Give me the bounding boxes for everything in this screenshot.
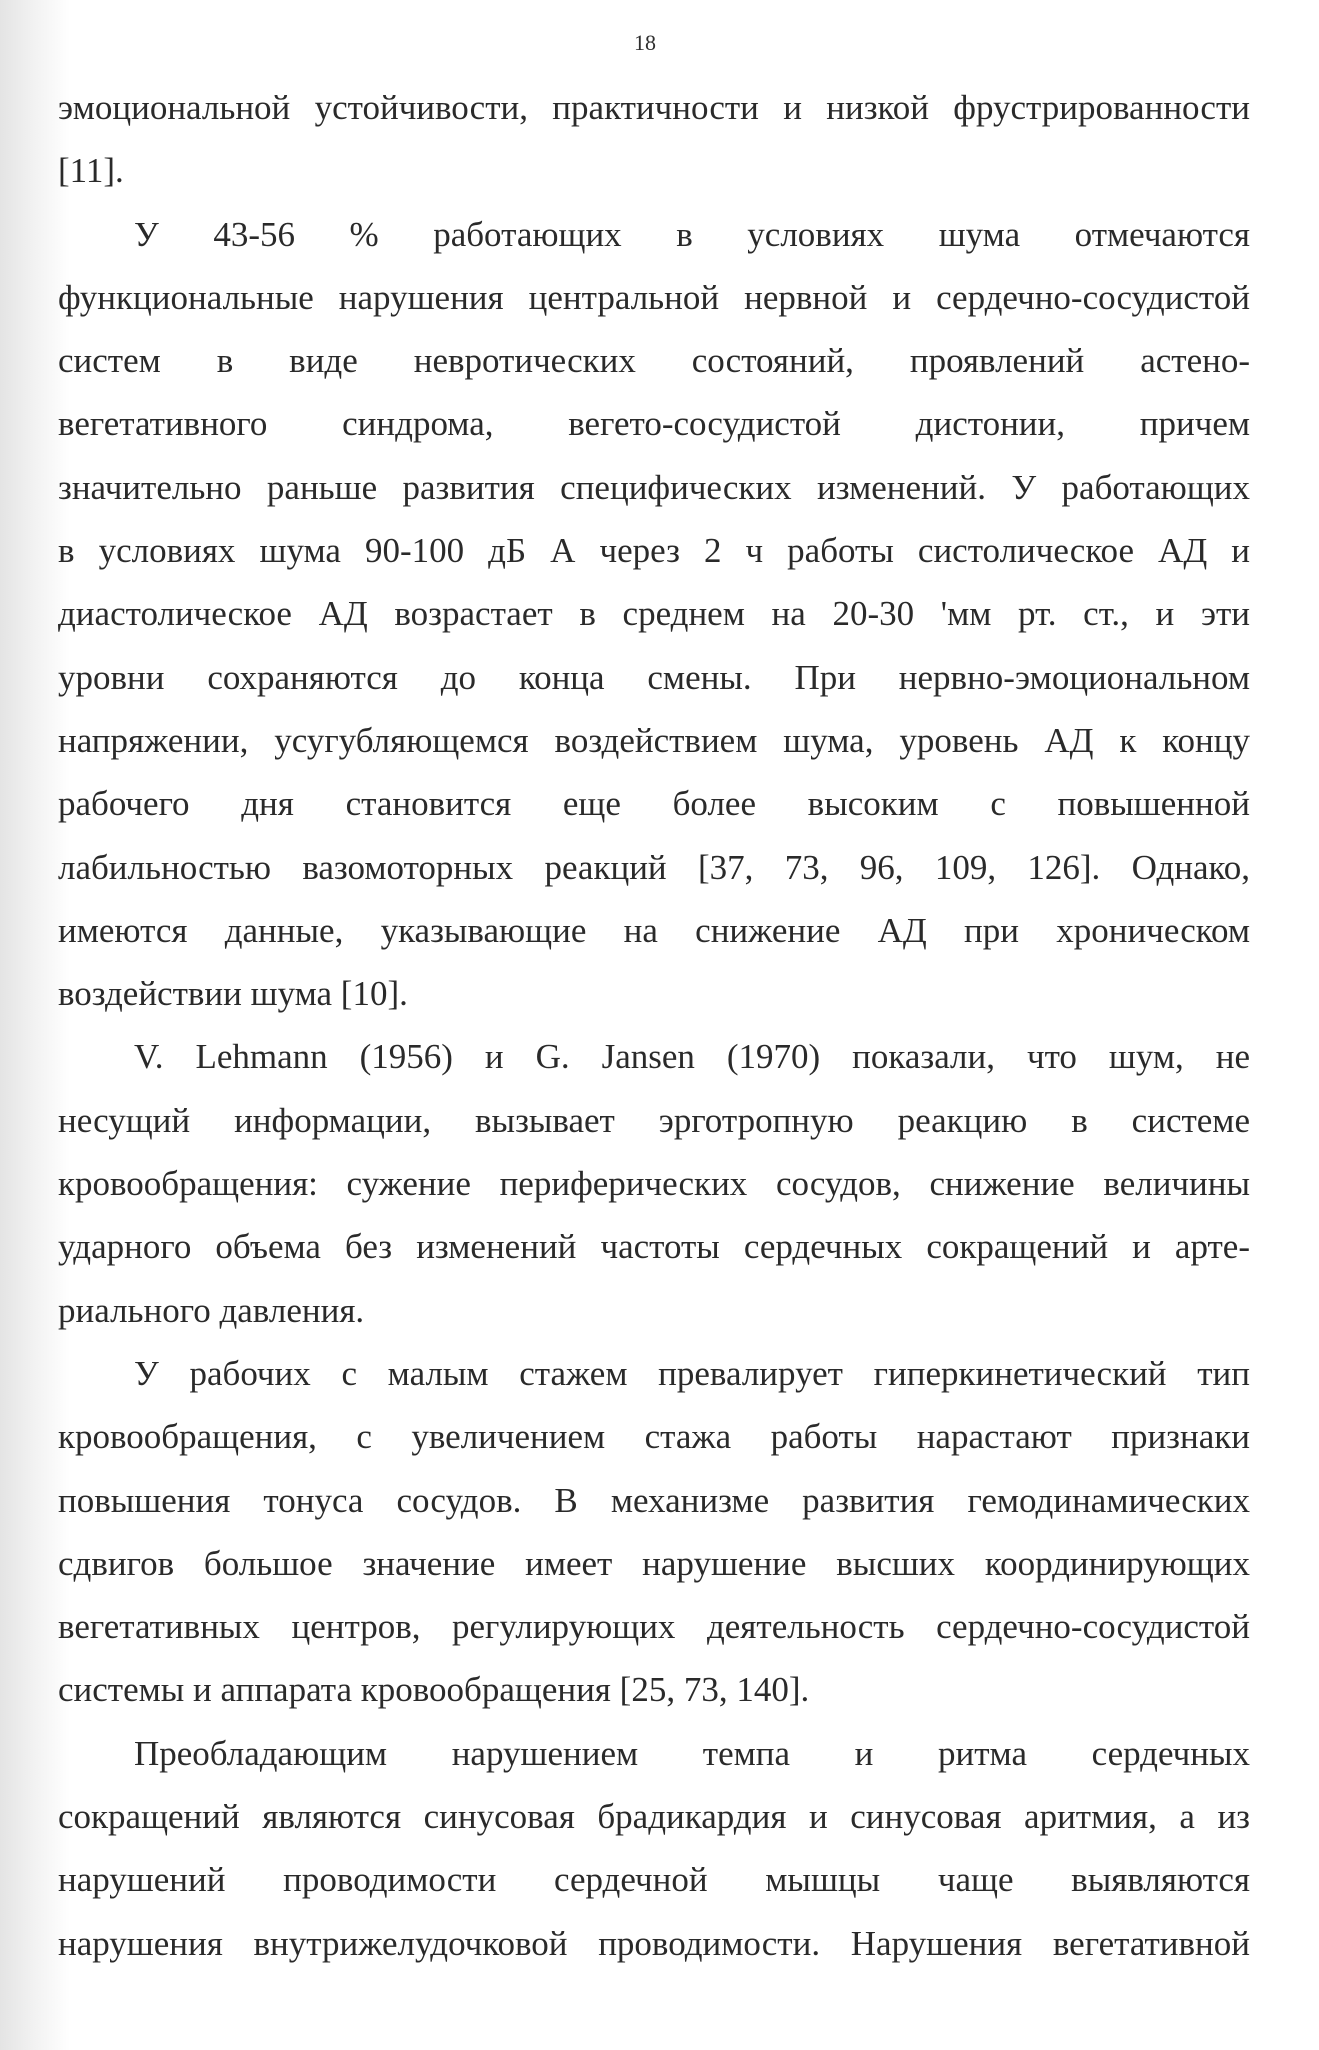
text-line: сокращений являются синусовая брадикардия и синусовая аритмия, а из [58,1797,1250,1837]
text-line: напряжении, усугубляющемся воздействием шума, уровень АД к концу [58,720,1250,760]
text-line: в условиях шума 90-100 дБ А через 2 ч работы систолическое АД и [58,531,1250,571]
text-line: У 43-56 % работающих в условиях шума отмечаются [134,214,1250,254]
text-line: кровообращения, с увеличением стажа работы нарастают признаки [58,1417,1250,1457]
body-text [58,76,1250,1975]
text-line: кровообращения: сужение периферических сосудов, снижение величины [58,1164,1250,1204]
text-line: значительно раньше развития специфических изменений. У работающих [58,467,1250,507]
text-line: У рабочих с малым стажем превалирует гиперкинетический тип [134,1353,1250,1393]
text-line: имеются данные, указывающие на снижение АД при хроническом [58,910,1250,950]
text-line: [11]. [58,151,124,191]
text-line: систем в виде невротических состояний, проявлений астено- [58,341,1250,381]
text-line: рабочего дня становится еще более высоким с повышенной [58,784,1250,824]
text-line: уровни сохраняются до конца смены. При нервно-эмоциональном [58,657,1250,697]
text-line: диастолическое АД возрастает в среднем на 20-30 'мм рт. ст., и эти [58,594,1250,634]
text-line: нарушения внутрижелудочковой проводимости. Нарушения вегетативной [58,1923,1250,1963]
page-number: 18 [634,30,656,55]
text-line: лабильностью вазомоторных реакций [37, 73, 96, 109, 126]. Однако, [58,847,1250,887]
text-line: вегетативного синдрома, вегето-сосудистой дистонии, причем [58,404,1250,444]
text-line: воздействии шума [10]. [58,974,408,1014]
text-line: риального давления. [58,1290,365,1330]
text-line: повышения тонуса сосудов. В механизме развития гемодинамических [58,1480,1250,1520]
text-line: эмоциональной устойчивости, практичности и низкой фрустрированности [58,88,1250,127]
text-line: ударного объема без изменений частоты сердечных сокращений и арте- [58,1227,1250,1267]
text-line: несущий информации, вызывает эрготропную реакцию в системе [58,1100,1250,1140]
text-line: функциональные нарушения центральной нервной и сердечно-сосудистой [58,277,1250,317]
text-line: системы и аппарата кровообращения [25, 73, 140]. [58,1670,810,1710]
text-line: нарушений проводимости сердечной мышцы чаще выявляются [58,1860,1250,1900]
text-line: Преобладающим нарушением темпа и ритма сердечных [134,1733,1250,1773]
text-line: сдвигов большое значение имеет нарушение высших координирующих [58,1543,1250,1583]
text-line: V. Lehmann (1956) и G. Jansen (1970) показали, что шум, не [134,1037,1250,1077]
text-line: вегетативных центров, регулирующих деятельность сердечно-сосудистой [58,1607,1250,1647]
